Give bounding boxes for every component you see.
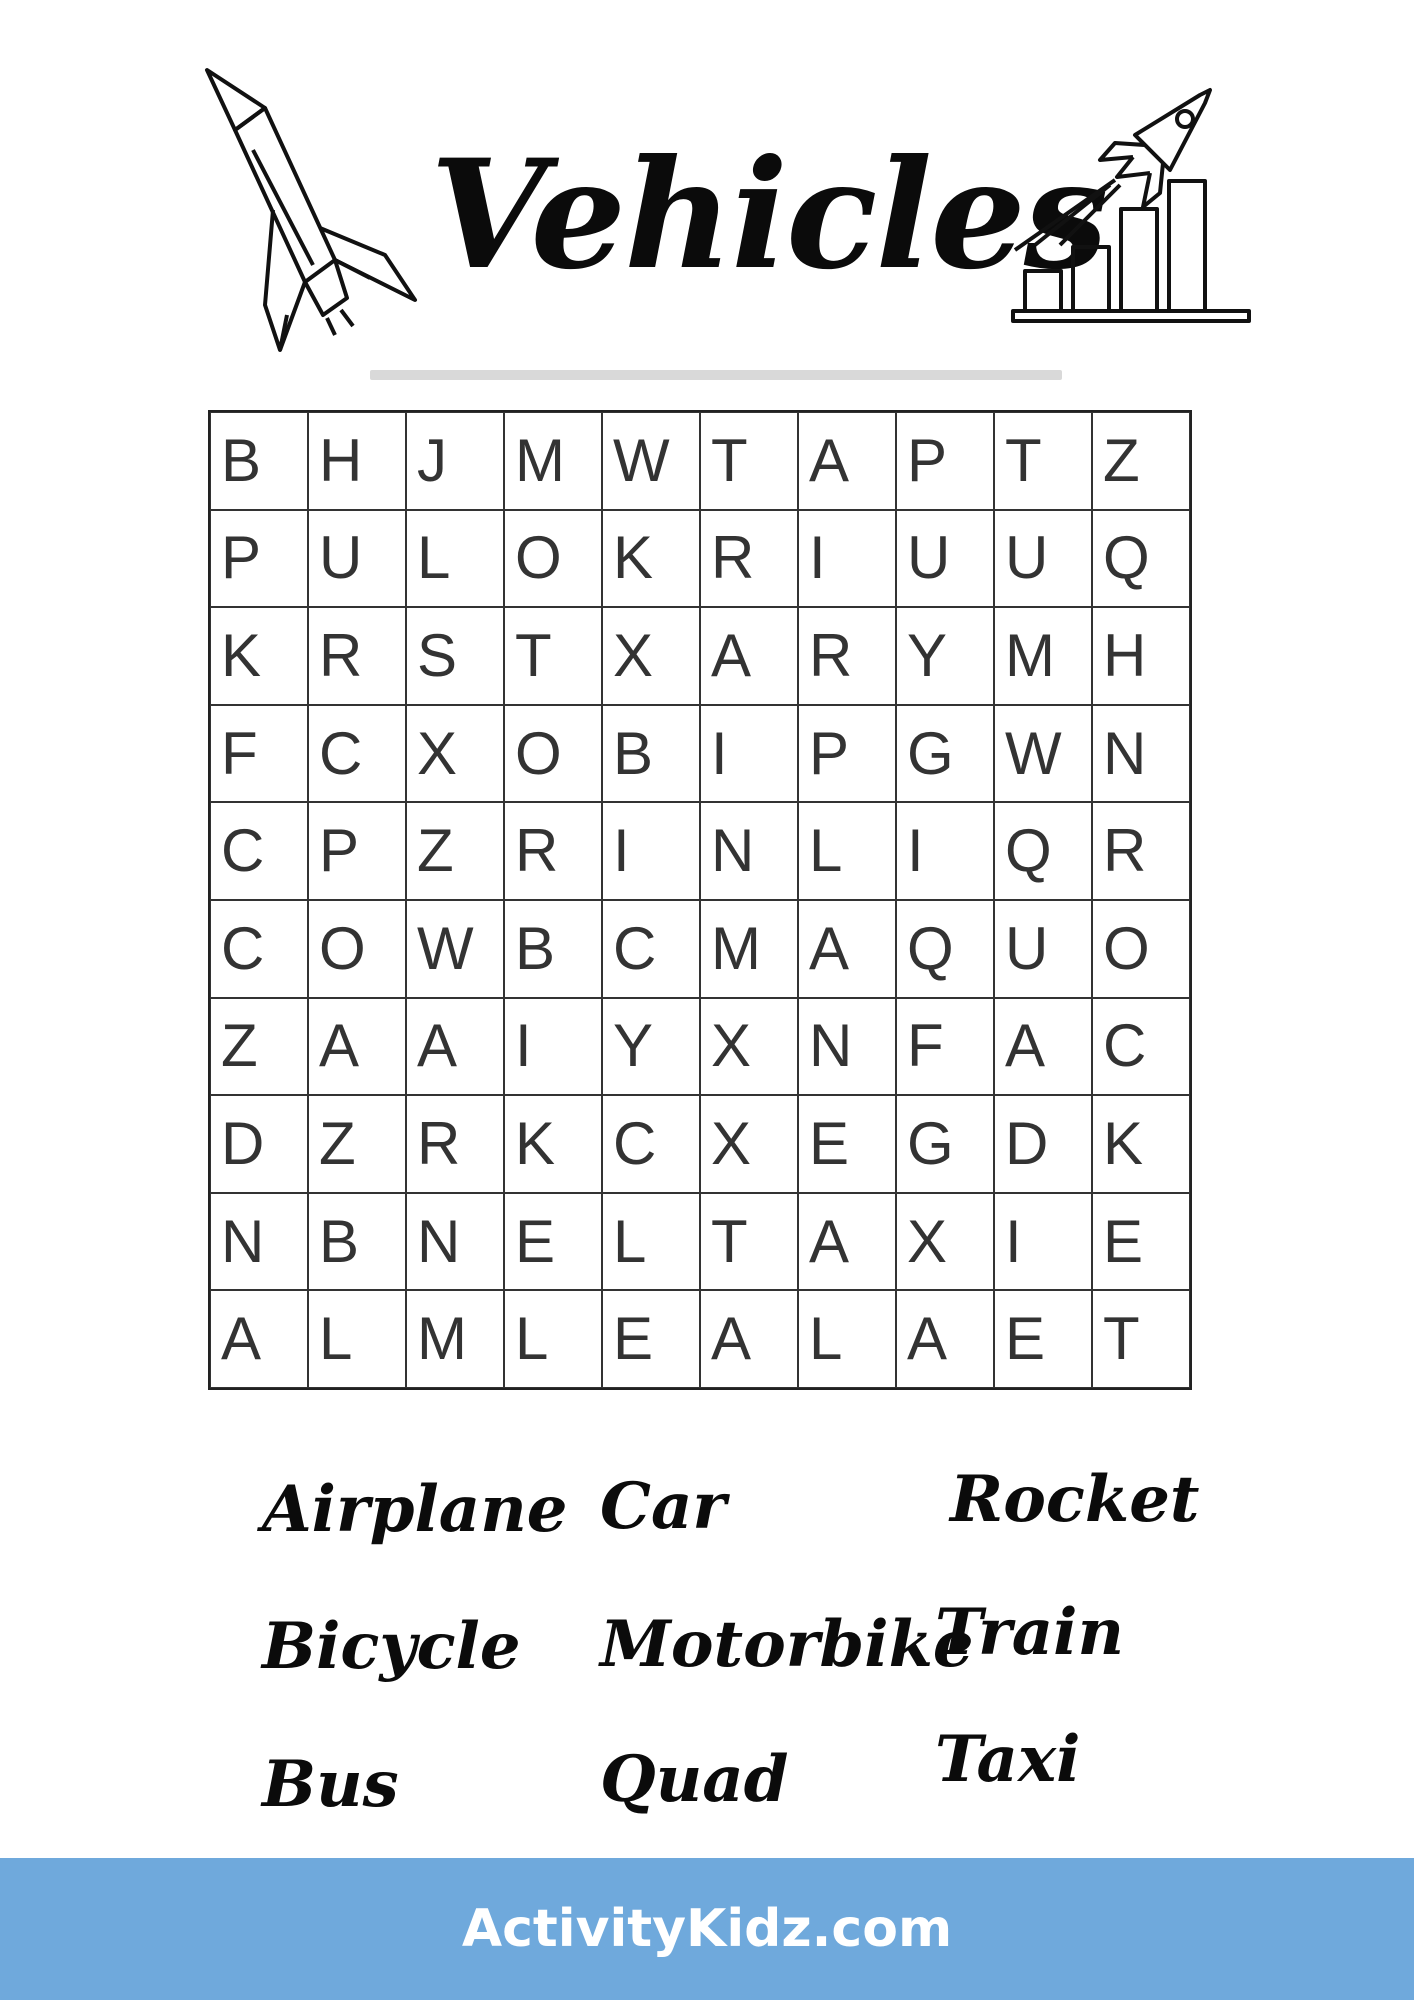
grid-cell[interactable]: R	[308, 607, 406, 705]
grid-cell[interactable]: P	[210, 510, 308, 608]
grid-cell[interactable]: E	[994, 1290, 1092, 1388]
grid-cell[interactable]: Q	[1092, 510, 1190, 608]
grid-cell[interactable]: B	[308, 1193, 406, 1291]
grid-cell[interactable]: Y	[896, 607, 994, 705]
grid-cell[interactable]: C	[1092, 998, 1190, 1096]
grid-cell[interactable]: E	[798, 1095, 896, 1193]
grid-cell[interactable]: Z	[210, 998, 308, 1096]
grid-cell[interactable]: I	[896, 802, 994, 900]
grid-cell[interactable]: N	[700, 802, 798, 900]
grid-cell[interactable]: L	[798, 802, 896, 900]
grid-cell[interactable]: Q	[896, 900, 994, 998]
grid-cell[interactable]: U	[896, 510, 994, 608]
grid-cell[interactable]: B	[602, 705, 700, 803]
grid-cell[interactable]: A	[798, 1193, 896, 1291]
rocket-icon	[195, 60, 425, 370]
grid-cell[interactable]: K	[504, 1095, 602, 1193]
grid-cell[interactable]: U	[994, 510, 1092, 608]
grid-cell[interactable]: W	[406, 900, 504, 998]
grid-cell[interactable]: X	[700, 1095, 798, 1193]
grid-cell[interactable]: C	[602, 1095, 700, 1193]
grid-cell[interactable]: U	[308, 510, 406, 608]
word-taxi: Taxi	[935, 1722, 1081, 1797]
grid-cell[interactable]: F	[896, 998, 994, 1096]
grid-cell[interactable]: A	[798, 900, 896, 998]
grid-cell[interactable]: C	[308, 705, 406, 803]
grid-cell[interactable]: M	[700, 900, 798, 998]
grid-cell[interactable]: L	[308, 1290, 406, 1388]
grid-cell[interactable]: E	[602, 1290, 700, 1388]
grid-cell[interactable]: K	[1092, 1095, 1190, 1193]
grid-cell[interactable]: K	[602, 510, 700, 608]
grid-cell[interactable]: I	[700, 705, 798, 803]
grid-cell[interactable]: N	[210, 1193, 308, 1291]
page-title: Vehicles	[430, 127, 1107, 303]
grid-cell[interactable]: P	[308, 802, 406, 900]
word-airplane: Airplane	[262, 1472, 568, 1547]
grid-cell[interactable]: X	[896, 1193, 994, 1291]
grid-cell[interactable]: O	[504, 510, 602, 608]
grid-cell[interactable]: F	[210, 705, 308, 803]
grid-cell[interactable]: H	[308, 412, 406, 510]
grid-cell[interactable]: Z	[1092, 412, 1190, 510]
word-bus: Bus	[262, 1747, 399, 1822]
grid-cell[interactable]: Y	[602, 998, 700, 1096]
rocket-bar-chart-icon	[1005, 85, 1255, 335]
grid-cell[interactable]: I	[994, 1193, 1092, 1291]
grid-cell[interactable]: Q	[994, 802, 1092, 900]
grid-cell[interactable]: T	[700, 1193, 798, 1291]
grid-cell[interactable]: B	[210, 412, 308, 510]
grid-cell[interactable]: O	[308, 900, 406, 998]
grid-cell[interactable]: R	[406, 1095, 504, 1193]
grid-cell[interactable]: A	[798, 412, 896, 510]
grid-cell[interactable]: R	[700, 510, 798, 608]
grid-cell[interactable]: R	[1092, 802, 1190, 900]
grid-cell[interactable]: I	[504, 998, 602, 1096]
grid-cell[interactable]: A	[406, 998, 504, 1096]
grid-cell[interactable]: T	[994, 412, 1092, 510]
grid-cell[interactable]: A	[896, 1290, 994, 1388]
grid-cell[interactable]: W	[602, 412, 700, 510]
grid-cell[interactable]: B	[504, 900, 602, 998]
grid-cell[interactable]: E	[1092, 1193, 1190, 1291]
word-train: Train	[935, 1595, 1124, 1670]
grid-cell[interactable]: A	[994, 998, 1092, 1096]
grid-cell[interactable]: J	[406, 412, 504, 510]
grid-cell[interactable]: U	[994, 900, 1092, 998]
grid-cell[interactable]: P	[798, 705, 896, 803]
word-rocket: Rocket	[950, 1462, 1200, 1537]
word-search-grid	[208, 410, 1192, 1390]
grid-cell[interactable]: O	[1092, 900, 1190, 998]
grid-cell[interactable]: L	[798, 1290, 896, 1388]
grid-cell[interactable]: C	[602, 900, 700, 998]
grid-cell[interactable]: K	[210, 607, 308, 705]
grid-cell[interactable]: M	[994, 607, 1092, 705]
word-quad: Quad	[600, 1742, 789, 1817]
grid-cell[interactable]: D	[210, 1095, 308, 1193]
grid-cell[interactable]: R	[798, 607, 896, 705]
grid-cell[interactable]: D	[994, 1095, 1092, 1193]
grid-cell[interactable]: X	[602, 607, 700, 705]
word-motorbike: Motorbike	[600, 1607, 974, 1682]
grid-cell[interactable]: I	[602, 802, 700, 900]
grid-cell[interactable]: T	[504, 607, 602, 705]
grid-cell[interactable]: S	[406, 607, 504, 705]
grid-cell[interactable]: L	[504, 1290, 602, 1388]
word-car: Car	[600, 1469, 727, 1544]
grid-cell[interactable]: C	[210, 900, 308, 998]
grid-cell[interactable]: L	[406, 510, 504, 608]
title-divider	[370, 370, 1062, 380]
grid-cell[interactable]: H	[1092, 607, 1190, 705]
grid-cell[interactable]: A	[700, 1290, 798, 1388]
grid-cell[interactable]: N	[798, 998, 896, 1096]
word-bicycle: Bicycle	[262, 1609, 521, 1684]
grid-cell[interactable]: N	[1092, 705, 1190, 803]
grid-cell[interactable]: I	[798, 510, 896, 608]
grid-cell[interactable]: G	[896, 1095, 994, 1193]
grid-cell[interactable]: M	[504, 412, 602, 510]
grid-cell[interactable]: C	[210, 802, 308, 900]
grid-cell[interactable]: M	[406, 1290, 504, 1388]
grid-cell[interactable]: O	[504, 705, 602, 803]
grid-cell[interactable]: N	[406, 1193, 504, 1291]
grid-cell[interactable]: A	[210, 1290, 308, 1388]
grid-cell[interactable]: A	[700, 607, 798, 705]
grid-cell[interactable]: A	[308, 998, 406, 1096]
grid-cell[interactable]: W	[994, 705, 1092, 803]
grid-cell[interactable]: P	[896, 412, 994, 510]
grid-cell[interactable]: T	[1092, 1290, 1190, 1388]
grid-cell[interactable]: X	[406, 705, 504, 803]
grid-cell[interactable]: X	[700, 998, 798, 1096]
grid-cell[interactable]: L	[602, 1193, 700, 1291]
footer-site-link[interactable]: ActivityKidz.com	[461, 1899, 953, 1959]
grid-cell[interactable]: Z	[406, 802, 504, 900]
grid-cell[interactable]: T	[700, 412, 798, 510]
grid-cell[interactable]: Z	[308, 1095, 406, 1193]
grid-cell[interactable]: E	[504, 1193, 602, 1291]
grid-cell[interactable]: R	[504, 802, 602, 900]
footer-banner	[0, 1858, 1414, 2000]
grid-cell[interactable]: G	[896, 705, 994, 803]
